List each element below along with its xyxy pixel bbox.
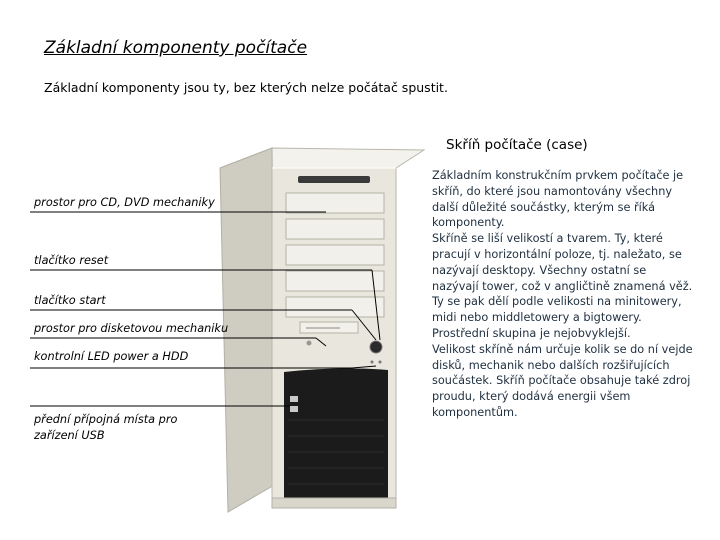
label-cd-dvd-bay: prostor pro CD, DVD mechaniky xyxy=(34,196,215,209)
slide-title: Základní komponenty počítače xyxy=(44,38,308,58)
label-led: kontrolní LED power a HDD xyxy=(34,350,189,363)
label-reset-button: tlačítko reset xyxy=(34,254,109,267)
case-base xyxy=(272,498,396,508)
led-icon xyxy=(371,361,374,364)
description-paragraph: Velikost skříně nám určuje kolik se do ní vejde disků, mechanik nebo dalších rozšiřujících součástek. Skříň počítače obsahuje také zdroj proudu, který dodává energii všem komponentům. xyxy=(432,342,693,419)
label-start-button: tlačítko start xyxy=(34,294,106,307)
reset-button-icon xyxy=(307,341,312,346)
drive-bay xyxy=(286,297,384,317)
slide-subtitle: Základní komponenty jsou ty, bez kterých nelze počátač spustit. xyxy=(44,80,448,95)
drive-bay xyxy=(286,245,384,265)
drive-bay xyxy=(286,193,384,213)
display-strip xyxy=(298,176,370,183)
description-paragraph: Základním konstrukčním prvkem počítače je skříň, do které jsou namontovány všechny další důležité součástky, kterým se říká komponenty. xyxy=(432,169,684,230)
led-icon xyxy=(379,361,382,364)
power-button-icon xyxy=(370,341,382,353)
description-paragraph: Skříně se liší velikostí a tvarem. Ty, které pracují v horizontální poloze, tj. naležato, se nazývají desktopy. Všechny ostatní se nazývají tower, což v angličtině znamená věž. Ty se pak dělí podle velikosti na minitowery, midi nebo middletowery a bigtowery. Prostřední skupina je nejobvyklejší. xyxy=(432,232,693,340)
case-section-heading: Skříň počítače (case) xyxy=(446,137,588,153)
label-floppy-bay: prostor pro disketovou mechaniku xyxy=(34,322,229,335)
usb-port-icon xyxy=(290,396,298,402)
front-bezel-dark xyxy=(284,368,388,498)
usb-port-icon xyxy=(290,406,298,412)
case-side-panel xyxy=(220,148,276,512)
drive-bay xyxy=(286,271,384,291)
label-usb-line1: přední přípojná místa pro xyxy=(34,413,178,426)
label-usb-line2: zařízení USB xyxy=(34,429,105,442)
drive-bay xyxy=(286,219,384,239)
